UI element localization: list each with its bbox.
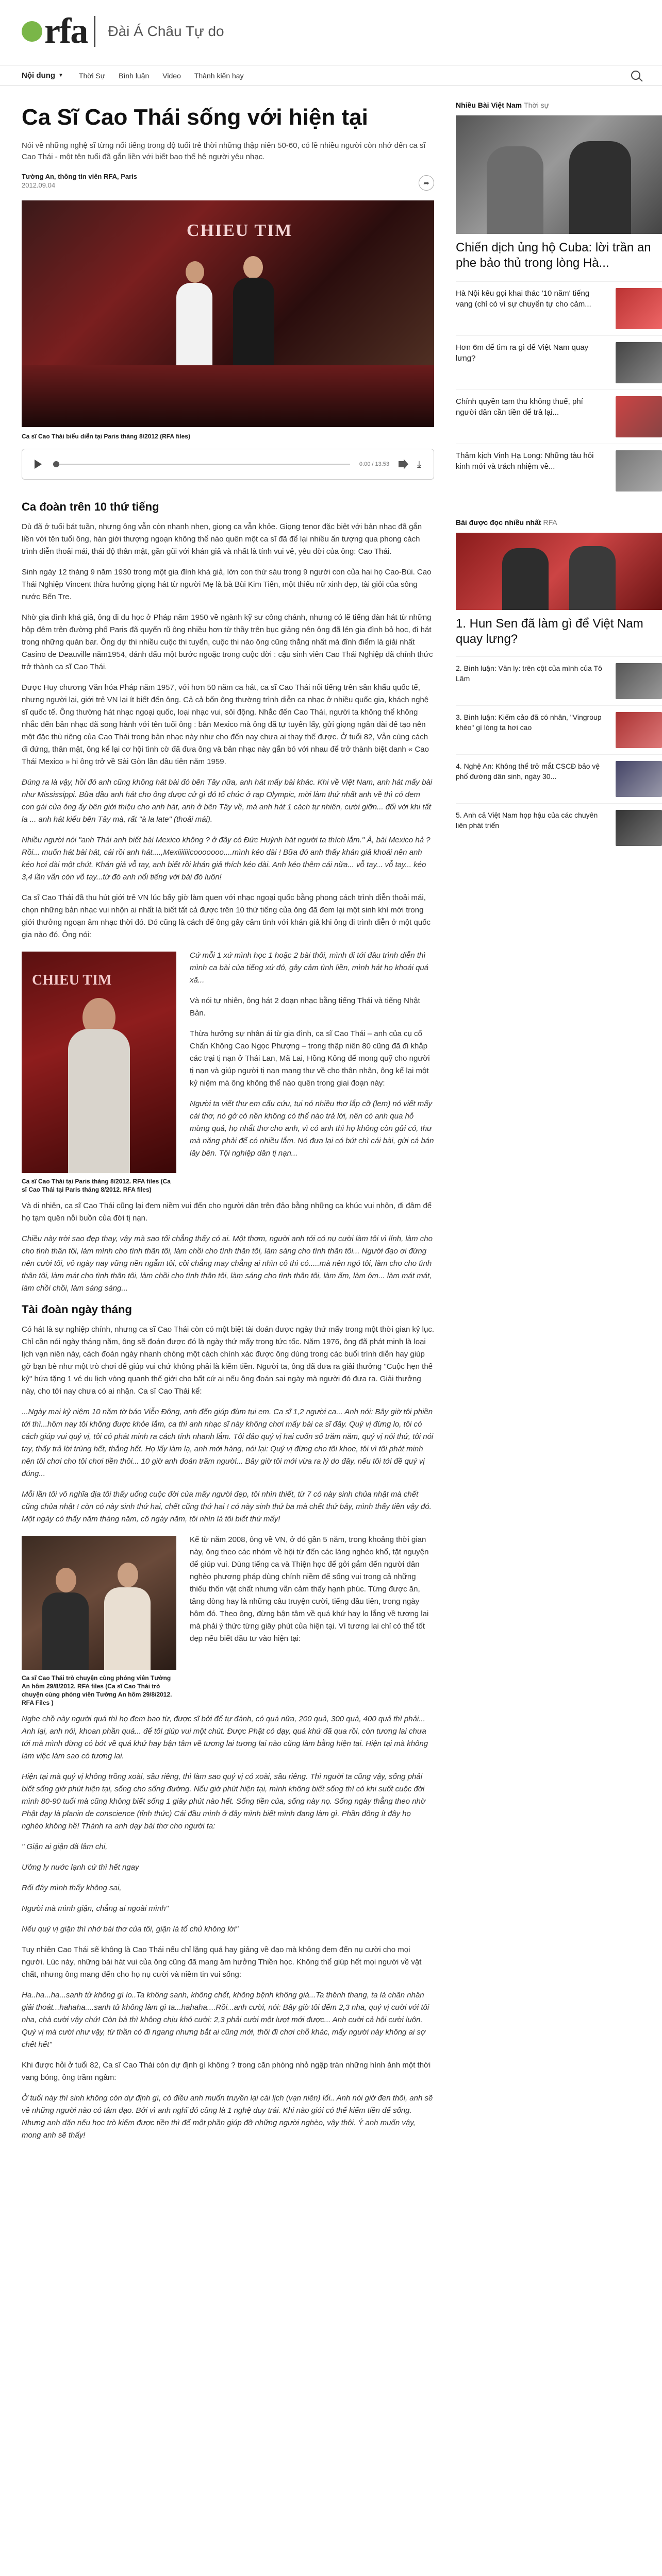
related-feature-link[interactable]: Chiến dịch ủng hộ Cuba: lời trần an phe bảo thủ trong lòng Hà... bbox=[456, 241, 651, 270]
related-thumb bbox=[616, 450, 662, 492]
related-item[interactable] bbox=[456, 335, 662, 389]
related-item-title: Thảm kịch Vinh Hạ Long: Những tàu hỏi kinh mới và trách nhiệm về... bbox=[456, 451, 594, 471]
poem-line: Ưởng ly nước lạnh cứ thì hết ngay bbox=[22, 1863, 139, 1872]
logo-dot-icon bbox=[22, 21, 42, 42]
most-read-first-link[interactable]: 1. Hun Sen đã làm gì để Việt Nam quay lưng? bbox=[456, 617, 643, 646]
nav-item-commentary[interactable]: Bình luận bbox=[119, 71, 150, 80]
photo-figure bbox=[569, 141, 631, 234]
article-title: Ca Sĩ Cao Thái sống với hiện tại bbox=[22, 105, 368, 130]
poem-line: " Giận ai giận đã lâm chi, bbox=[22, 1842, 108, 1851]
sidebar bbox=[456, 86, 662, 2150]
quote: Đúng ra là vậy, hồi đó anh cũng không hát bài đó bên Tây nữa, anh hát mấy bài khác. Khi về Việt Nam, anh hát mấy bài như Mississippi. Bữa đầu anh hát cho ông được cử gì đó tổ chức ở rạp Olympic, mời làm thứ nhất anh về thì có đem con gái của ông ấy bên giới thiệu cho anh hát, anh ở bên Tây về, mà anh hát 1 cách tự nhiên, cười giỡn... đối với khi tất la ... anh hát kiểu bên Tây mà, rất "à la late" (thoải mái). bbox=[22, 778, 433, 824]
download-icon[interactable]: ⤓ bbox=[417, 459, 421, 469]
audio-player[interactable] bbox=[22, 449, 434, 480]
quote: ...Ngày mai kỷ niệm 10 năm tờ báo Viễn Đông, anh đến giúp đùm tụi em. Ca sĩ 1,2 người ca... Anh nói: Bây giờ tôi phiền tới thì...hôm nay tôi không được khỏe lắm, ca thì anh nhạc sĩ này không chơi mấy bài ca sĩ đây. Quý vị đừng lo, tôi có cách giúp vui quý vị, tôi có phát minh ra cách tính nhanh lắm. Tôi đảo quý vị hai cuốn sổ trăm năm, quý vị nói thứ, tôi nói tay, thấy trả lời trúng hết, thắng hết. Họ lấy làm lạ, anh mới hàng, nói lại: Quý vị đừng cho tôi khoe, tôi vì tôi phát minh nên tôi chơi cho tôi chơi tiền thôi... 10 giờ anh đoán trăm người... Bây giờ tôi mới vừa ra lý do đây, nếu tôi tới đề quý vị đúng... bbox=[22, 1408, 434, 1478]
related-heading-sub: Thời sự bbox=[524, 101, 550, 109]
share-button[interactable] bbox=[419, 175, 434, 191]
most-read-feature-image[interactable] bbox=[456, 533, 662, 610]
photo-caption: Ca sĩ Cao Thái trò chuyện cùng phóng viên Tường An hôm 29/8/2012. RFA files (Ca sĩ Cao Thái trò chuyện cùng phóng viên Tường An hôm 29/8/2012. RFA Files ) bbox=[22, 1674, 172, 1706]
paragraph: Dù đã ở tuổi bát tuần, nhưng ông vẫn còn nhanh nhẹn, giọng ca vẫn khỏe. Giọng tenor đặc biệt với bản nhạc đã gắn liền với tên tuổi ông, hàn giới thượng ngoạn không thể nào quên một ca sĩ đã để lại nhiều ấn tượng qua phong cách trình diễn thoải mái, thái độ thân mật, gần gũi với khán giả và nhất là tính vui vẻ, yêu đời của ông: Cao Thái. bbox=[22, 522, 422, 556]
photo-figure bbox=[118, 1563, 138, 1587]
most-read-thumb bbox=[616, 663, 662, 699]
most-read bbox=[456, 518, 662, 852]
paragraph: Có hát là sự nghiệp chính, nhưng ca sĩ Cao Thái còn có một biệt tài đoán được ngày thứ mấy trong một thời gian kỷ lục. Chỉ cần nói ngày tháng năm, ông sẽ đoán được đó là ngày thứ mấy trong tức tốc. Năm 1976, ông đã phát minh là loại lịch vạn niên này, cách đoán ngày nhanh chóng một cách chính xác được ông dùng trong các buổi trình diễn hay giúp gỡ bạn bè như một trò chơi để giúp vui chứ không phải là kiếm tiền. Người ta, ông đã đưa ra giải thưởng "Cuộc hẹn thế kỷ" hứa tặng 1 vé du lịch vòng quanh thế giới cho bất cứ ai nếu ông đoán sai ngày mà người đó đưa ra. Giải thưởng này, cho tới nay chưa có ai nhận. Ca sĩ Cao Thái kể: bbox=[22, 1325, 434, 1396]
article-photo-2 bbox=[22, 952, 176, 1173]
most-read-item-title: 5. Anh cả Việt Nam họp hậu của các chuyên liên phát triển bbox=[456, 811, 598, 829]
related-heading-label: Nhiều Bài Việt Nam bbox=[456, 101, 522, 109]
most-read-item[interactable] bbox=[456, 705, 662, 754]
photo-caption: Ca sĩ Cao Thái tại Paris tháng 8/2012. RFA files (Ca sĩ Cao Thái tại Paris tháng 8/2012. RFA files) bbox=[22, 1178, 171, 1193]
paragraph: Sinh ngày 12 tháng 9 năm 1930 trong một gia đình khá giả, lớn con thứ sáu trong 9 người con của hai họ Cao-Bùi. Cao Thái Nghiệp Vincent thừa hưởng giọng hát từ người Mẹ là bà Bùi Kim Tiến, một thiếu nữ xinh đẹp, tài giỏi của sông nước Bến Tre. bbox=[22, 568, 432, 601]
photo-figure bbox=[104, 1587, 151, 1670]
content-menu-button[interactable] bbox=[22, 71, 63, 80]
most-read-item-title: 3. Bình luận: Kiếm cảo đã có nhân, "Vingroup khéo" gì lòng ta hơi cao bbox=[456, 713, 602, 732]
navbar bbox=[0, 66, 662, 86]
photo-figure bbox=[186, 261, 204, 283]
poem-line: Nếu quý vị giận thì nhớ bài thơ của tôi, giận là tổ chủ không lời" bbox=[22, 1925, 239, 1934]
photo-figure bbox=[42, 1592, 89, 1670]
quote: Ha..ha...ha...sanh tử không gì lo..Ta không sanh, không chết, không bệnh không già...Ta thênh thang, ta là chân nhân giải thoát...hahaha....sanh tử không làm gì ta...hahaha....Rồi...anh cười, nói: Bây giờ tôi đếm 2,3 nha, quý vị cười với tôi nha, chà cười vậy chứ! Còn bà thì không chịu khó cười: 2,3 phải cười một lượt mới được... Anh cười cả hội cười luôn. Quý vị mà cười như vậy, từ thần có đi ngang nhưng bắt ai cũng mới, thôi đi chơi chỗ khác, mấy người này không ai sợ chết hết" bbox=[22, 1991, 429, 2049]
paragraph: Và di nhiên, ca sĩ Cao Thái cũng lại đem niềm vui đến cho người dân trên đảo bằng những ca khúc vui nhộn, đi đâm để họ tạm quên nỗi buồn của đời tị nạn. bbox=[22, 1201, 432, 1223]
photo-figure bbox=[487, 146, 543, 234]
quote: Mỗi lần tôi vô nghĩa địa tôi thấy uống cuộc đời của mấy người đẹp, tôi nhìn thiết, từ 7 có này sinh chủa nhật mà chết cũng chủa nhật ! còn có này sinh thứ hai, chết cũng thứ hai ! có này sinh thứ ba mà chết thứ bảy, mình thấy tiền vậy đó. Một ngày có thấy năm tháng năm, cô ngày năm, tôi nhìn là tôi biết thứ mấy! bbox=[22, 1490, 432, 1523]
most-read-item[interactable] bbox=[456, 803, 662, 852]
related-item-title: Chính quyền tạm thu không thuế, phí người dân cần tiền để trả lại... bbox=[456, 397, 583, 417]
paragraph: Và nói tự nhiên, ông hát 2 đoạn nhạc bằng tiếng Thái và tiếng Nhật Bản. bbox=[190, 996, 420, 1018]
related-thumb bbox=[616, 288, 662, 329]
audio-seek-bar[interactable] bbox=[53, 464, 350, 465]
site-name: Đài Á Châu Tự do bbox=[108, 23, 224, 39]
paragraph: Thừa hưởng sự nhân ái từ gia đình, ca sĩ Cao Thái – anh của cụ cố Chấn Không Cao Ngọc Phượng – trong thập niên 80 cũng đã đi khắp các trại tị nạn ở Thái Lan, Mã Lai, Hồng Kông để mong quỹ cho người tị nạn và giúp người tị nạn mang thư về cho thân nhân, ông kể lại một kỷ niệm mà ông không thể nào quên trong giai đoạn này: bbox=[190, 1029, 430, 1088]
quote: Cứ mỗi 1 xứ mình học 1 hoặc 2 bài thôi, mình đi tới đâu trình diễn thì mình ca bài của tiếng xứ đó, gây cảm tình liền, mình hát họ khoái quá xã... bbox=[190, 951, 429, 985]
byline: Tường An, thông tin viên RFA, Paris bbox=[22, 173, 138, 180]
related-item-title: Hà Nội kêu gọi khai thác '10 năm' tiếng vang (chỉ có vì sự chuyển tự cho cảm... bbox=[456, 289, 591, 309]
nav-item-opinion[interactable]: Thành kiến hay bbox=[194, 71, 244, 80]
poem-line: Rối đây mình thấy không sai, bbox=[22, 1884, 122, 1892]
photo-figure bbox=[68, 1029, 130, 1173]
most-read-thumb bbox=[616, 810, 662, 846]
article-photo-figure bbox=[22, 952, 176, 1194]
article-photo-figure bbox=[22, 1536, 176, 1707]
section-heading: Ca đoàn trên 10 thứ tiếng bbox=[22, 500, 159, 513]
article bbox=[22, 86, 434, 2150]
related-item[interactable] bbox=[456, 389, 662, 444]
most-read-thumb bbox=[616, 712, 662, 748]
logo-text: rfa bbox=[44, 11, 88, 51]
paragraph: Được Huy chương Văn hóa Pháp năm 1957, với hơn 50 năm ca hát, ca sĩ Cao Thái nổi tiếng trên sân khấu quốc tế, nhưng người lại, giới trẻ VN lại ít biết đến ông. Cả cả bốn ông thường trình diễn ca nhạc ở nhiều quốc gia, khách nghệ sĩ quốc tế. Ông thường hát nhạc ngoại quốc, loại nhạc vui, sôi động. Nhắc đến Cao Thái, người ta không thể không nhắc đến bản nhạc đã song hành với tên tuổi ông : bản Mexico mà ông đã tự tuyển lấy, gửi giọng ngân dài để tạo nên một đặc thù riêng của Cao Thái trong bản nhạc này như cho đến nay chưa ai thay thế được. Ở tuổi 82, Vẫn cùng cách đi đứng, thân mật, ông kể lại cơ hội tình cờ đã đưa ông và bản nhạc này gắn bó với nhau để trở thành biệt danh « Cao Thái Mexico » hi ông trở về Sài Gòn lần đầu tiên năm 1959. bbox=[22, 683, 429, 766]
photo-figure bbox=[56, 1568, 76, 1592]
nav-item-news[interactable]: Thời Sự bbox=[78, 71, 106, 80]
logo-divider bbox=[94, 16, 95, 47]
photo-figure bbox=[243, 256, 263, 279]
related-item[interactable] bbox=[456, 444, 662, 498]
related-item[interactable] bbox=[456, 281, 662, 335]
photo-figure bbox=[502, 548, 549, 610]
photo-sign-text: CHIEU TIM bbox=[187, 221, 293, 240]
content-menu-label: Nội dung bbox=[22, 71, 55, 80]
publish-date: 2012.09.04 bbox=[22, 181, 56, 189]
most-read-heading-label: Bài được đọc nhiều nhất bbox=[456, 518, 541, 527]
poem-line: Người mà mình giận, chẳng ai ngoài mình" bbox=[22, 1904, 169, 1913]
quote: Ở tuổi này thì sinh không còn dự định gì, có điều anh muốn truyền lại cái lịch (vạn niên) lối.. Anh nói giờ đen thôi, anh sẽ về những người nào có tâm đạo. Bởi vì anh nghĩ đó cũng là 1 nghệ duy trái. Khi nào giới có thể kiếm tiền để sống. Nhưng anh dặn nếu học trò kiếm được tiền thì để một phần giúp đỡ những người nghèo, vậy thôi. Ý anh muốn vậy, mong anh sẽ thấy! bbox=[22, 2094, 433, 2140]
most-read-item-title: 2. Bình luận: Văn ly: trên cột của mình của Tô Lâm bbox=[456, 664, 602, 683]
photo-stage bbox=[22, 365, 434, 427]
related-item-title: Hơn 6m để tìm ra gì để Việt Nam quay lưng? bbox=[456, 343, 589, 363]
photo-figure bbox=[569, 546, 616, 610]
share-icon: ➦ bbox=[423, 178, 429, 187]
nav-item-video[interactable]: Video bbox=[162, 71, 181, 80]
most-read-thumb bbox=[616, 761, 662, 797]
quote: Nghe chồ này người quá thì họ đem bao từ, được sĩ bởi để tự đánh, có quá nữa, 200 quả, 300 quả, 400 quả thì phải... Anh lại, anh nói, khoan phần quá... để tôi giúp vui một chút. Được Phật có dạy, quá khứ đã qua rồi, còn tương lai chưa tới mà mình đừng có bớt về quá khứ hay bận tâm về tương lai tương lai nào cũng làm bằng hiện tại. Hiện tại mà không làm việc làm sao có tương lai. bbox=[22, 1715, 428, 1760]
quote: Nhiều người nói "anh Thái anh biết bài Mexico không ? ở đây có Đức Huỳnh hát người ta thích lắm." À, bài Mexico hả ? Rồi... muốn hát bài hát, cái rồi anh hát....,Mexiiiiiiicooooooo....mình kéo dài ! Bữa đó anh thấy khán giả khoái nên anh kéo hơi dài một chút. Khán giả vỗ tay, anh biết rồi khán giả thích kéo dài. Anh kéo thêm cái nữa... vỗ tay... vỗ tay... kéo 3,4 lần vẫn còn vỗ tay...từ đó anh nổi tiếng với bài đó luôn! bbox=[22, 836, 431, 882]
play-icon[interactable] bbox=[35, 460, 42, 469]
volume-icon[interactable] bbox=[399, 461, 404, 467]
search-icon[interactable] bbox=[631, 71, 640, 80]
rfa-logo[interactable] bbox=[22, 13, 224, 49]
related-thumb bbox=[616, 396, 662, 437]
paragraph: Tuy nhiên Cao Thái sẽ không là Cao Thái nếu chỉ lặng quá hay giảng về đạo mà không đem đến nụ cười cho mọi người. Lúc này, những bài hát vui của ông cũng đã mang âm hưởng Thiền học. Không thể giúp hết mọi người về vật chất, nhưng ông mang đến cho họ nụ cười và niềm tin vui sống: bbox=[22, 1945, 422, 1979]
section-heading: Tài đoàn ngày tháng bbox=[22, 1303, 132, 1316]
paragraph: Kể từ năm 2008, ông về VN, ở đó gần 5 năm, trong khoảng thời gian này, ông theo các nhóm về hội từ đến các làng nghèo khổ, tặt nguyện để giúp vui. Dùng tiếng ca và Thiện học để gởi gắm đến người dân nghèo phương pháp dùng chính niềm để sống vui trong cả những thiếu thốn vật chất nhưng vẫn cảm thấy hạnh phúc. Từng được ăn, tâng đòng hay là những câu truyện cười, tiếng đầu tiên, trong ngày hôm đó. Theo ông, đừng bận tâm về quá khứ hay lo lắng về tương lai mà phải ý thức từng giây phút của hiện tại. Vì tương lai chỉ có thể tốt đẹp nếu biết đầu tư vào hiện tại: bbox=[190, 1535, 429, 1643]
most-read-item-title: 4. Nghệ An: Không thể trở mắt CSCĐ bảo vệ phố đường dân sinh, ngày 30... bbox=[456, 762, 600, 781]
header bbox=[0, 0, 662, 66]
related-heading bbox=[456, 101, 662, 109]
quote: Hiện tại mà quý vị không trồng xoài, sầu riêng, thì làm sao quý vị có xoài, sầu riêng. Thì người ta cũng vậy, sống phải biết sống giờ phút hiện tại, sống cho sống đường. Nếu giờ phút hiện tại, mình không biết sống thì có khi suốt cuộc đời mình 80-90 tuổi mà cũng không biết sống 1 giây phút nào hết. Sống tiền của, sống này nọ. Sống ngày thẳng theo nhờ Phật dạy là planin de conscience (tỉnh thức) Cái đầu mình ở đây mình biết mình đang làm gì. Phần đông ít đây họ nghèo không hề! Thành ra anh dạy bài thơ cho người ta: bbox=[22, 1772, 425, 1831]
most-read-heading-sub: RFA bbox=[543, 518, 557, 527]
quote: Người ta viết thư em cấu cứu, tụi nó nhiều thơ lắp cỡ (lem) nó viết mấy cái thơ, nó gở có nền không có thể nào trả lời, nên có anh qua hỗ mừng quá, họ nhắt thơ cho anh, vì có anh thì họ không còn gửi có, thư mà năng phải để có nhiều lắm. Nó đưa lại có bút chì cái bài, gửi cá bán lây bên. Tội nghiệp dân tị nạn... bbox=[190, 1099, 434, 1158]
related-feature-image[interactable] bbox=[456, 115, 662, 234]
paragraph: Ca sĩ Cao Thái đã thu hút giới trẻ VN lúc bấy giờ làm quen với nhạc ngoại quốc bằng phong cách trình diễn thoải mái, chọn những bản nhạc vui nhộn ai nhất là biết tất cả được trên 10 thứ tiếng của ông đã đem lại một sinh khí mới trong giới thưởng ngoạn âm nhạc thời đó. Đó cũng là cách để ông gây cảm tình với khán giả khi ông đi trình diễn ở một quốc gia nào đó. Ông nói: bbox=[22, 893, 431, 939]
quote: Chiều này trời sao đẹp thay, vậy mà sao tối chẳng thấy có ai. Một thơm, người anh tới có nụ cười làm tôi vì lính, làm cho cho tình thân tôi, làm mình cho tình thân tôi, làm chồi cho tình thân tôi, làm sáng cho tình thân tôi... Người đạo ơi đừng nên cười tôi, vô ngày nay vững nền ngẫm tôi, cồi chẳng may chẳng ai nhìn cô thì có.....mà nên ngó tôi, làm cho cho tình thân tôi, làm mát cho tình thân tôi, làm chồi cho tình thân tôi, làm sáng cho tình thân tôi, làm ấm, làm ôm... làm mát mát, làm chồi chồi, làm sáng sáng... bbox=[22, 1234, 433, 1293]
article-lead: Nói về những nghệ sĩ từng nổi tiếng trong độ tuổi trẻ thời những thập niên 50-60, có lẽ nhiều người còn nhớ đến ca sĩ Cao Thái - một tên tuổi đã gắn liền với biết bao thế hệ người yêu nhạc. bbox=[22, 141, 426, 161]
article-meta bbox=[22, 172, 434, 189]
most-read-heading bbox=[456, 518, 662, 527]
most-read-item[interactable] bbox=[456, 656, 662, 705]
paragraph: Nhờ gia đình khá giả, ông đi du học ở Pháp năm 1950 về ngành kỹ sư công chánh, nhưng có lẽ tiếng đàn hát từ những hộp đêm trên đường phố Paris đã quyến rũ ông nhiều hơn từ thầy trên bục giảng nên ông đã lén gia đình bỏ học, đi hát trong những quán bar. Ông dự thi nhiều cuộc thi tuyển, cuộc thi nào ông cũng thắng nhất mà đỉnh điểm là giải nhất Casino de Deauville năm1954, đánh dấu một bước ngoặc trong cuộc đời : cậu sinh viên Cao Thái Nghiệp đã chính thức trở thành ca sĩ Cao Thái. bbox=[22, 613, 433, 671]
audio-time: 0:00 / 13:53 bbox=[359, 461, 390, 467]
chevron-down-icon: ▼ bbox=[58, 73, 63, 78]
photo-sign-text: CHIEU TIM bbox=[32, 972, 112, 988]
article-photo-3 bbox=[22, 1536, 176, 1670]
most-read-item[interactable] bbox=[456, 754, 662, 803]
article-photo-main bbox=[22, 200, 434, 427]
photo-caption: Ca sĩ Cao Thái biểu diễn tại Paris tháng 8/2012 (RFA files) bbox=[22, 433, 190, 440]
paragraph: Khi được hỏi ở tuổi 82, Ca sĩ Cao Thái còn dự định gì không ? trong căn phòng nhỏ ngập tràn những hình ảnh một thời vang bóng, ông trầm ngâm: bbox=[22, 2061, 431, 2082]
related-thumb bbox=[616, 342, 662, 383]
